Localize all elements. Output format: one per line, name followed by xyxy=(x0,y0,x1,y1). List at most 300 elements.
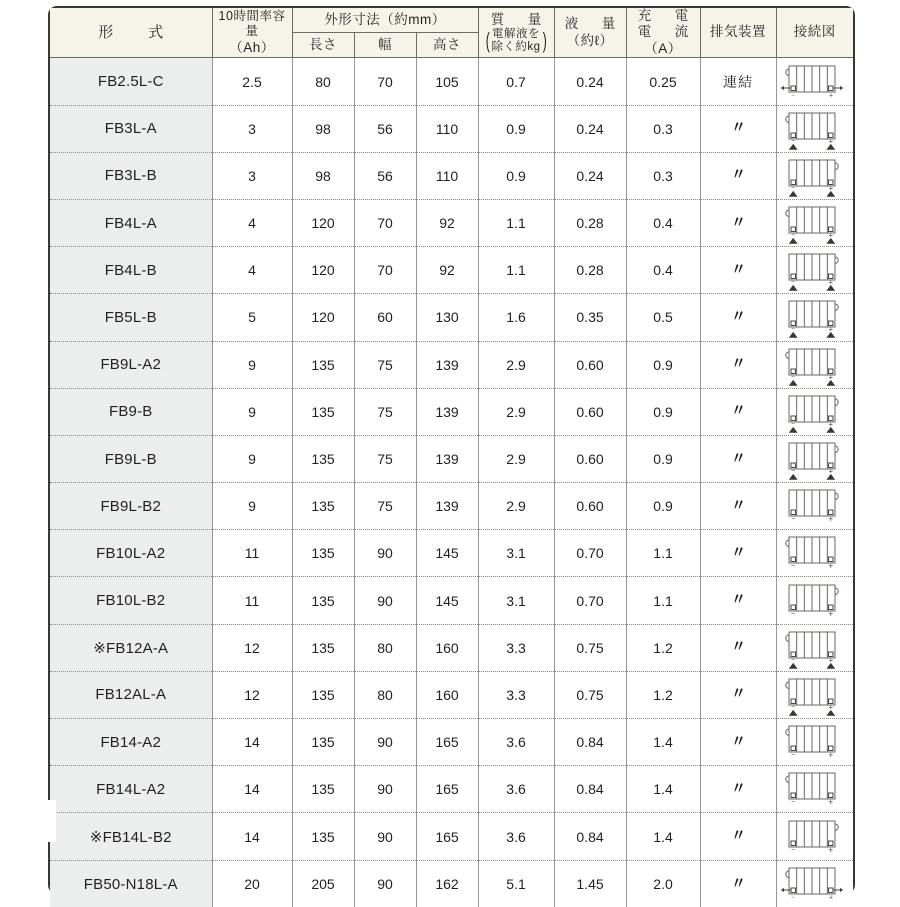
cell-liquid: 0.75 xyxy=(554,671,626,718)
cell-liquid: 0.24 xyxy=(554,105,626,152)
cell-connection-diagram xyxy=(776,341,853,388)
cell-width: 90 xyxy=(354,860,416,907)
cell-length: 98 xyxy=(292,105,354,152)
table-row xyxy=(50,294,853,341)
svg-text:+: + xyxy=(828,655,833,665)
cell-width: 90 xyxy=(354,530,416,577)
table-row xyxy=(50,483,853,530)
cell-model: FB12AL-A xyxy=(50,671,212,718)
ditto-mark: 〃 xyxy=(731,213,746,231)
svg-text:−: − xyxy=(790,752,796,760)
table-row xyxy=(50,671,853,718)
cell-length: 135 xyxy=(292,813,354,860)
cell-vent-device xyxy=(700,719,776,766)
cell-mass: 1.1 xyxy=(478,199,554,246)
cell-length: 120 xyxy=(292,199,354,246)
cell-length: 120 xyxy=(292,247,354,294)
svg-text:−: − xyxy=(791,468,795,475)
battery-specification-table xyxy=(48,6,855,902)
cell-mass: 2.9 xyxy=(478,483,554,530)
cell-model: FB3L-B xyxy=(50,152,212,199)
cell-connection-diagram xyxy=(776,199,853,246)
cell-connection-diagram xyxy=(776,530,853,577)
cell-mass: 3.1 xyxy=(478,530,554,577)
header-length: 長さ xyxy=(292,33,354,58)
cell-length: 135 xyxy=(292,388,354,435)
cell-vent-device xyxy=(700,530,776,577)
svg-text:+: + xyxy=(828,894,833,902)
cell-model: FB4L-A xyxy=(50,199,212,246)
cell-length: 205 xyxy=(292,860,354,907)
cell-height: 145 xyxy=(416,577,478,624)
cell-mass: 3.6 xyxy=(478,719,554,766)
cell-capacity: 14 xyxy=(212,766,292,813)
header-charge-line3: （A） xyxy=(644,40,682,56)
connection-diagram-svg xyxy=(779,154,851,198)
cell-charge-current: 0.25 xyxy=(626,58,700,105)
cell-model: FB2.5L-C xyxy=(50,58,212,105)
ditto-mark: 〃 xyxy=(731,355,746,373)
connection-diagram-svg xyxy=(779,862,851,906)
cell-mass: 2.9 xyxy=(478,435,554,482)
connection-diagram-svg xyxy=(779,437,851,481)
cell-capacity: 9 xyxy=(212,388,292,435)
ditto-mark: 〃 xyxy=(731,874,746,892)
cell-liquid: 0.60 xyxy=(554,341,626,388)
cell-connection-diagram xyxy=(776,294,853,341)
table-row xyxy=(50,341,853,388)
svg-text:−: − xyxy=(791,279,795,287)
header-mass-paren-line2: 除く約kg xyxy=(491,40,541,53)
cell-vent-device xyxy=(700,152,776,199)
ditto-mark: 〃 xyxy=(731,591,746,609)
svg-text:−: − xyxy=(791,232,795,240)
svg-text:+: + xyxy=(828,230,833,240)
cell-vent-device xyxy=(700,766,776,813)
cell-connection-diagram xyxy=(776,105,853,152)
cell-mass: 3.3 xyxy=(478,624,554,671)
connection-diagram-svg xyxy=(779,295,851,339)
svg-text:−: − xyxy=(791,326,795,334)
cell-mass: 0.9 xyxy=(478,152,554,199)
cell-length: 135 xyxy=(292,671,354,718)
ditto-mark: 〃 xyxy=(731,685,746,703)
frame-left-notch xyxy=(44,800,56,842)
connection-diagram-svg xyxy=(779,390,851,434)
cell-charge-current: 1.1 xyxy=(626,577,700,624)
cell-mass: 2.9 xyxy=(478,341,554,388)
cell-width: 56 xyxy=(354,152,416,199)
cell-width: 90 xyxy=(354,813,416,860)
cell-charge-current: 1.2 xyxy=(626,671,700,718)
table-row xyxy=(50,388,853,435)
table-row xyxy=(50,105,853,152)
cell-connection-diagram xyxy=(776,577,853,624)
cell-model: FB5L-B xyxy=(50,294,212,341)
cell-charge-current: 0.9 xyxy=(626,341,700,388)
header-liquid-line1: 液 量 xyxy=(564,16,621,32)
cell-height: 160 xyxy=(416,624,478,671)
cell-charge-current: 1.4 xyxy=(626,766,700,813)
cell-width: 90 xyxy=(354,577,416,624)
header-charge-line1: 充 電 xyxy=(637,8,694,23)
cell-vent-device xyxy=(700,294,776,341)
cell-model: FB9-B xyxy=(50,388,212,435)
cell-capacity: 12 xyxy=(212,624,292,671)
connection-diagram-svg xyxy=(779,343,851,387)
svg-text:+: + xyxy=(828,466,833,476)
cell-capacity: 3 xyxy=(212,105,292,152)
paren-right: ) xyxy=(542,27,547,53)
cell-charge-current: 0.9 xyxy=(626,388,700,435)
cell-width: 70 xyxy=(354,58,416,105)
connection-diagram-svg xyxy=(779,201,851,245)
paren-left: ( xyxy=(485,27,490,53)
svg-text:+: + xyxy=(828,277,833,287)
cell-liquid: 0.70 xyxy=(554,577,626,624)
header-mass-paren-line1: 電解液を xyxy=(492,28,541,41)
cell-length: 135 xyxy=(292,766,354,813)
svg-text:−: − xyxy=(791,656,795,664)
svg-text:+: + xyxy=(828,845,833,854)
table-row xyxy=(50,530,853,577)
svg-text:−: − xyxy=(791,184,795,192)
cell-width: 75 xyxy=(354,483,416,530)
cell-vent-device xyxy=(700,58,776,105)
svg-text:−: − xyxy=(791,420,795,428)
cell-mass: 3.3 xyxy=(478,671,554,718)
cell-height: 165 xyxy=(416,719,478,766)
header-capacity-line1: 10時間率容量 xyxy=(218,9,286,39)
connection-diagram-svg xyxy=(779,673,851,717)
svg-text:+: + xyxy=(828,797,833,807)
ditto-mark: 〃 xyxy=(731,119,746,137)
cell-vent-device xyxy=(700,483,776,530)
connection-diagram-svg xyxy=(779,484,851,528)
svg-text:−: − xyxy=(791,137,795,145)
table-row xyxy=(50,624,853,671)
header-height: 高さ xyxy=(416,33,478,58)
cell-liquid: 0.60 xyxy=(554,483,626,530)
cell-length: 135 xyxy=(292,341,354,388)
cell-charge-current: 1.2 xyxy=(626,624,700,671)
cell-connection-diagram xyxy=(776,388,853,435)
cell-vent-device xyxy=(700,105,776,152)
ditto-mark: 〃 xyxy=(731,496,746,514)
cell-charge-current: 1.1 xyxy=(626,530,700,577)
connection-diagram-svg xyxy=(779,60,851,104)
cell-charge-current: 1.4 xyxy=(626,813,700,860)
cell-capacity: 3 xyxy=(212,152,292,199)
cell-length: 120 xyxy=(292,294,354,341)
cell-vent-device xyxy=(700,388,776,435)
svg-text:−: − xyxy=(791,895,795,902)
ditto-mark: 〃 xyxy=(731,732,746,750)
cell-charge-current: 0.3 xyxy=(626,105,700,152)
cell-model: FB3L-A xyxy=(50,105,212,152)
cell-connection-diagram xyxy=(776,860,853,907)
header-connection-diagram: 接続図 xyxy=(776,8,853,58)
cell-liquid: 0.75 xyxy=(554,624,626,671)
ditto-mark: 〃 xyxy=(731,402,746,420)
cell-height: 165 xyxy=(416,766,478,813)
cell-height: 139 xyxy=(416,341,478,388)
header-mass-paren xyxy=(484,28,549,54)
cell-mass: 3.1 xyxy=(478,577,554,624)
connection-diagram-svg xyxy=(779,248,851,292)
header-charge-current xyxy=(626,8,700,58)
cell-charge-current: 2.0 xyxy=(626,860,700,907)
cell-height: 130 xyxy=(416,294,478,341)
svg-text:+: + xyxy=(828,702,833,712)
cell-height: 110 xyxy=(416,105,478,152)
cell-mass: 1.6 xyxy=(478,294,554,341)
cell-width: 70 xyxy=(354,247,416,294)
table-row xyxy=(50,813,853,860)
cell-model: ※FB12A-A xyxy=(50,624,212,671)
cell-connection-diagram xyxy=(776,813,853,860)
cell-capacity: 20 xyxy=(212,860,292,907)
svg-text:+: + xyxy=(828,183,833,193)
table-row xyxy=(50,247,853,294)
cell-capacity: 14 xyxy=(212,813,292,860)
cell-liquid: 0.70 xyxy=(554,530,626,577)
header-dimensions: 外形寸法（約mm） xyxy=(292,8,478,33)
cell-length: 135 xyxy=(292,577,354,624)
cell-height: 139 xyxy=(416,483,478,530)
svg-text:+: + xyxy=(828,136,833,146)
cell-height: 139 xyxy=(416,435,478,482)
cell-connection-diagram xyxy=(776,435,853,482)
connection-diagram-svg xyxy=(779,815,851,859)
cell-capacity: 11 xyxy=(212,530,292,577)
vent-label: 連結 xyxy=(723,73,754,90)
svg-text:−: − xyxy=(790,846,796,854)
cell-vent-device xyxy=(700,860,776,907)
cell-width: 80 xyxy=(354,624,416,671)
table-row xyxy=(50,199,853,246)
cell-connection-diagram xyxy=(776,247,853,294)
cell-capacity: 4 xyxy=(212,247,292,294)
cell-length: 135 xyxy=(292,483,354,530)
cell-liquid: 0.84 xyxy=(554,813,626,860)
cell-height: 139 xyxy=(416,388,478,435)
svg-text:−: − xyxy=(790,799,796,807)
cell-height: 110 xyxy=(416,152,478,199)
cell-liquid: 0.84 xyxy=(554,766,626,813)
cell-model: FB4L-B xyxy=(50,247,212,294)
cell-charge-current: 0.5 xyxy=(626,294,700,341)
connection-diagram-svg xyxy=(779,107,851,151)
cell-mass: 2.9 xyxy=(478,388,554,435)
svg-text:+: + xyxy=(828,372,833,382)
cell-liquid: 1.45 xyxy=(554,860,626,907)
table-row xyxy=(50,152,853,199)
cell-connection-diagram xyxy=(776,766,853,813)
table-row xyxy=(50,860,853,907)
cell-width: 75 xyxy=(354,435,416,482)
cell-capacity: 11 xyxy=(212,577,292,624)
cell-height: 92 xyxy=(416,199,478,246)
cell-mass: 5.1 xyxy=(478,860,554,907)
cell-connection-diagram xyxy=(776,671,853,718)
cell-charge-current: 0.9 xyxy=(626,483,700,530)
header-capacity-line2: （Ah） xyxy=(229,39,275,55)
header-charge-line2: 電 流 xyxy=(637,24,694,40)
header-liquid xyxy=(554,8,626,58)
table-header xyxy=(50,8,853,58)
cell-vent-device xyxy=(700,341,776,388)
cell-vent-device xyxy=(700,247,776,294)
table-body xyxy=(50,58,853,907)
header-vent-device: 排気装置 xyxy=(700,8,776,58)
cell-liquid: 0.84 xyxy=(554,719,626,766)
cell-capacity: 5 xyxy=(212,294,292,341)
cell-connection-diagram xyxy=(776,483,853,530)
cell-charge-current: 0.4 xyxy=(626,199,700,246)
ditto-mark: 〃 xyxy=(731,260,746,278)
cell-liquid: 0.24 xyxy=(554,152,626,199)
cell-width: 90 xyxy=(354,766,416,813)
cell-model: FB10L-A2 xyxy=(50,530,212,577)
cell-vent-device xyxy=(700,577,776,624)
cell-model: FB9L-B2 xyxy=(50,483,212,530)
header-mass-line1: 質 量 xyxy=(490,11,547,27)
cell-connection-diagram xyxy=(776,624,853,671)
cell-charge-current: 0.9 xyxy=(626,435,700,482)
svg-text:−: − xyxy=(791,92,795,99)
cell-capacity: 9 xyxy=(212,435,292,482)
ditto-mark: 〃 xyxy=(731,166,746,184)
header-liquid-line2: （約ℓ） xyxy=(566,32,614,48)
svg-text:−: − xyxy=(790,563,796,571)
svg-text:+: + xyxy=(828,324,833,334)
ditto-mark: 〃 xyxy=(731,779,746,797)
cell-model: FB50-N18L-A xyxy=(50,860,212,907)
table-row xyxy=(50,435,853,482)
cell-width: 56 xyxy=(354,105,416,152)
connection-diagram-svg xyxy=(779,579,851,623)
cell-liquid: 0.60 xyxy=(554,388,626,435)
cell-liquid: 0.24 xyxy=(554,58,626,105)
cell-connection-diagram xyxy=(776,152,853,199)
cell-vent-device xyxy=(700,671,776,718)
cell-mass: 3.6 xyxy=(478,813,554,860)
cell-height: 160 xyxy=(416,671,478,718)
svg-text:−: − xyxy=(790,516,796,524)
cell-capacity: 12 xyxy=(212,671,292,718)
svg-text:−: − xyxy=(790,610,796,618)
cell-length: 135 xyxy=(292,530,354,577)
svg-text:+: + xyxy=(828,92,833,99)
cell-width: 75 xyxy=(354,388,416,435)
cell-model: FB10L-B2 xyxy=(50,577,212,624)
cell-capacity: 14 xyxy=(212,719,292,766)
spec-table xyxy=(50,8,853,907)
cell-length: 80 xyxy=(292,58,354,105)
cell-model: FB9L-B xyxy=(50,435,212,482)
svg-text:−: − xyxy=(791,703,795,711)
table-row xyxy=(50,577,853,624)
cell-vent-device xyxy=(700,199,776,246)
cell-length: 135 xyxy=(292,719,354,766)
ditto-mark: 〃 xyxy=(731,449,746,467)
svg-text:+: + xyxy=(828,561,833,571)
cell-connection-diagram xyxy=(776,58,853,105)
cell-capacity: 9 xyxy=(212,341,292,388)
ditto-mark: 〃 xyxy=(731,827,746,844)
cell-height: 165 xyxy=(416,813,478,860)
cell-height: 162 xyxy=(416,860,478,907)
connection-diagram-svg xyxy=(779,767,851,811)
cell-connection-diagram xyxy=(776,719,853,766)
cell-liquid: 0.60 xyxy=(554,435,626,482)
ditto-mark: 〃 xyxy=(731,543,746,561)
cell-mass: 0.9 xyxy=(478,105,554,152)
cell-width: 75 xyxy=(354,341,416,388)
cell-width: 60 xyxy=(354,294,416,341)
cell-vent-device xyxy=(700,813,776,860)
cell-capacity: 9 xyxy=(212,483,292,530)
cell-mass: 0.7 xyxy=(478,58,554,105)
cell-model: FB14-A2 xyxy=(50,719,212,766)
cell-liquid: 0.35 xyxy=(554,294,626,341)
cell-charge-current: 1.4 xyxy=(626,719,700,766)
connection-diagram-svg xyxy=(779,626,851,670)
cell-height: 105 xyxy=(416,58,478,105)
svg-text:+: + xyxy=(828,750,833,760)
svg-text:+: + xyxy=(828,609,833,619)
cell-vent-device xyxy=(700,435,776,482)
header-width: 幅 xyxy=(354,33,416,58)
table-row xyxy=(50,719,853,766)
cell-model: FB9L-A2 xyxy=(50,341,212,388)
ditto-mark: 〃 xyxy=(731,638,746,656)
header-capacity xyxy=(212,8,292,58)
cell-capacity: 4 xyxy=(212,199,292,246)
cell-width: 90 xyxy=(354,719,416,766)
svg-text:−: − xyxy=(791,373,795,381)
cell-length: 98 xyxy=(292,152,354,199)
cell-model: FB14L-A2 xyxy=(50,766,212,813)
cell-height: 145 xyxy=(416,530,478,577)
cell-height: 92 xyxy=(416,247,478,294)
cell-liquid: 0.28 xyxy=(554,247,626,294)
connection-diagram-svg xyxy=(779,531,851,575)
svg-text:+: + xyxy=(828,419,833,429)
cell-model: ※FB14L-B2 xyxy=(50,813,212,860)
header-mass xyxy=(478,8,554,58)
cell-mass: 1.1 xyxy=(478,247,554,294)
cell-liquid: 0.28 xyxy=(554,199,626,246)
table-row xyxy=(50,766,853,813)
cell-length: 135 xyxy=(292,435,354,482)
header-row-top xyxy=(50,8,853,33)
cell-width: 70 xyxy=(354,199,416,246)
ditto-mark: 〃 xyxy=(731,307,746,325)
header-model: 形 式 xyxy=(50,8,212,58)
cell-mass: 3.6 xyxy=(478,766,554,813)
cell-charge-current: 0.3 xyxy=(626,152,700,199)
svg-text:+: + xyxy=(828,514,833,524)
connection-diagram-svg xyxy=(779,720,851,764)
cell-vent-device xyxy=(700,624,776,671)
cell-length: 135 xyxy=(292,624,354,671)
cell-capacity: 2.5 xyxy=(212,58,292,105)
cell-width: 80 xyxy=(354,671,416,718)
table-row xyxy=(50,58,853,105)
cell-charge-current: 0.4 xyxy=(626,247,700,294)
